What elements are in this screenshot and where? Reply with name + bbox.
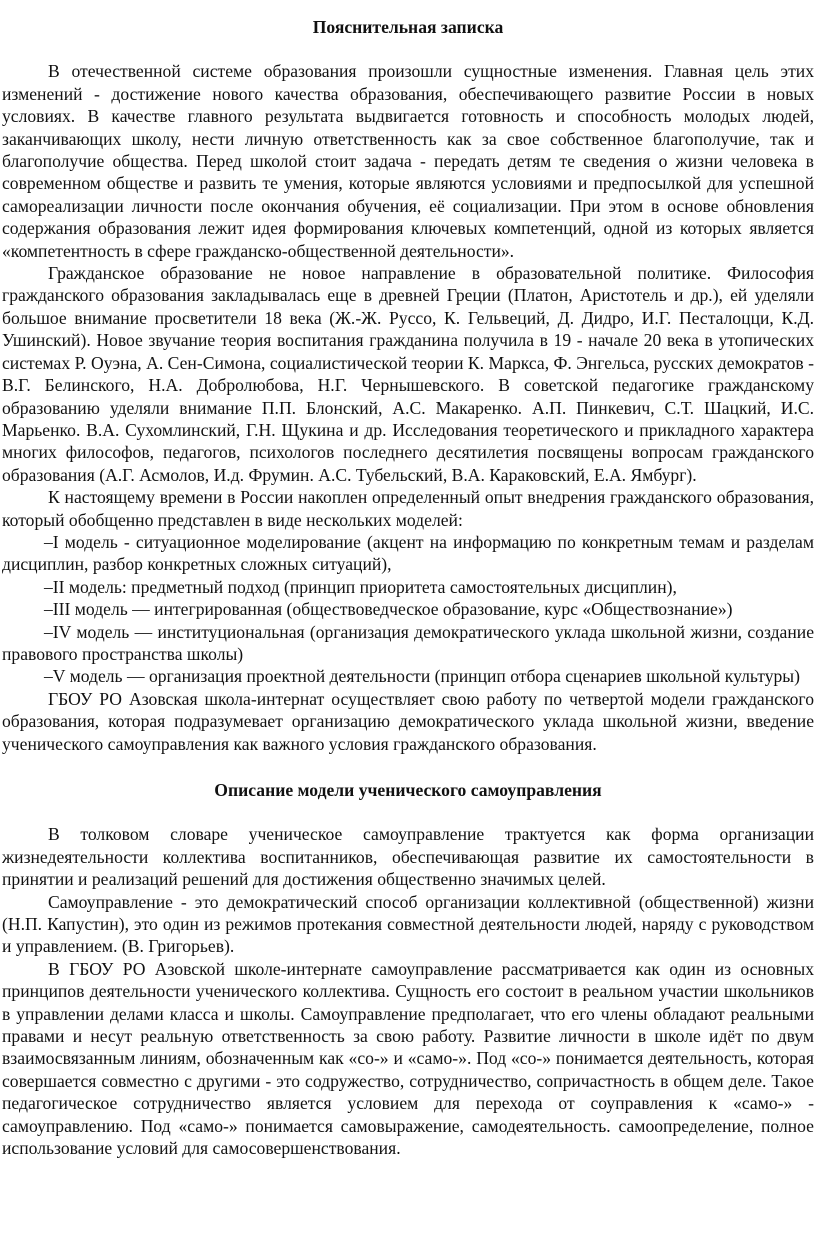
model-list-item: –V модель — организация проектной деятельности (принцип отбора сценариев школьной культуры) [44,666,800,687]
section-subtitle: Описание модели ученического самоуправления [214,780,602,800]
self-government-paragraph: Самоуправление - это демократический способ организации коллективной (общественной) жизни (Н.П. Капустин), это один из режимов протекания совместной деятельности людей, наряду с руководством и управлением. (В. Григорьев). [2,891,814,957]
model-list-item: –I модель - ситуационное моделирование (акцент на информацию по конкретным темам и разделам дисциплин, разбор конкретных сложных ситуаций), [2,531,814,575]
models-intro-paragraph: К настоящему времени в России накоплен определенный опыт внедрения гражданского образования, который обобщенно представлен в виде нескольких моделей: [2,487,814,530]
model-list-item: –III модель — интегрированная (обществоведческое образование, курс «Обществознание») [44,599,733,620]
intro-paragraph: В отечественной системе образования произошли сущностные изменения. Главная цель этих изменений - достижение нового качества образования, обеспечивающего развитие России в новых условиях. В качестве главного результата выдвигается готовность и способность молодых людей, заканчивающих школу, нести личную ответственность как за свое собственное благополучие, так и благополучие общества. Перед школой стоит задача - передать детям те сведения о жизни человека в современном обществе и развить те умения, которые являются условиями и предпосылкой для успешной самореализации личности после окончания обучения, её социализации. При этом в основе обновления содержания образования лежит идея формирования ключевых компетенций, одной из которых является «компетентность в сфере гражданско-общественной деятельности». [2,61,814,261]
definition-paragraph: В толковом словаре ученическое самоуправление трактуется как форма организации жизнедеятельности коллектива воспитанников, обеспечивающая развитие их самостоятельности в принятии и реализаций решений для достижения общественно значимых целей. [2,824,814,890]
document-title: Пояснительная записка [312,17,504,37]
model-list-item: –IV модель — институциональная (организация демократического уклада школьной жизни, создание правового пространства школы) [2,621,814,664]
school-self-government-paragraph: В ГБОУ РО Азовской школе-интернате самоуправление рассматривается как один из основных принципов деятельности ученического коллектива. Сущность его состоит в реальном участии школьников в управлении делами класса и школы. Самоуправление предполагает, что его члены обладают реальными правами и несут реальную ответственность за свою работу. Развитие личности в школе идёт по двум взаимосвязанным линиям, обозначенным как «со-» и «само-». Под «со-» понимается деятельность, которая совершается совместно с другими - это содружество, сотрудничество, сопричастность в общем деле. Такое педагогическое сотрудничество является условием для перехода от соуправления к «само-» - самоуправлению. Под «само-» понимается самовыражение, самодеятельность. самоопределение, полное использование условий для самосовершенствования. [2,958,814,1159]
school-model-paragraph: ГБОУ РО Азовская школа-интернат осуществляет свою работу по четвертой модели гражданского образования, которая подразумевает организацию демократического уклада школьной жизни, введение ученического самоуправления как важного условия гражданского образования. [2,688,814,754]
history-paragraph: Гражданское образование не новое направление в образовательной политике. Философия гражданского образования закладывалась еще в древней Греции (Платон, Аристотель и др.), ей уделяли большое внимание просветители 18 века (Ж.-Ж. Руссо, К. Гельвеций, Д. Дидро, И.Г. Песталоцци, К.Д. Ушинский). Новое звучание теория воспитания гражданина получила в 19 - начале 20 века в утопических системах Р. Оуэна, А. Сен-Симона, социалистической теории К. Маркса, Ф. Энгельса, русских демократов - В.Г. Белинского, Н.А. Добролюбова, Н.Г. Чернышевского. В советской педагогике гражданскому образованию уделяли внимание П.П. Блонский, А.С. Макаренко. А.П. Пинкевич, С.Т. Шацкий, И.С. Марьенко. В.А. Сухомлинский, Г.Н. Щукина и др. Исследования теоретического и прикладного характера многих философов, педагогов, психологов последнего десятилетия посвящены вопросам гражданского образования (А.Г. Асмолов, И.д. Фрумин. А.С. Тубельский, В.А. Караковский, Е.А. Ямбург). [2,263,814,485]
model-list-item: –II модель: предметный подход (принцип приоритета самостоятельных дисциплин), [44,576,677,597]
